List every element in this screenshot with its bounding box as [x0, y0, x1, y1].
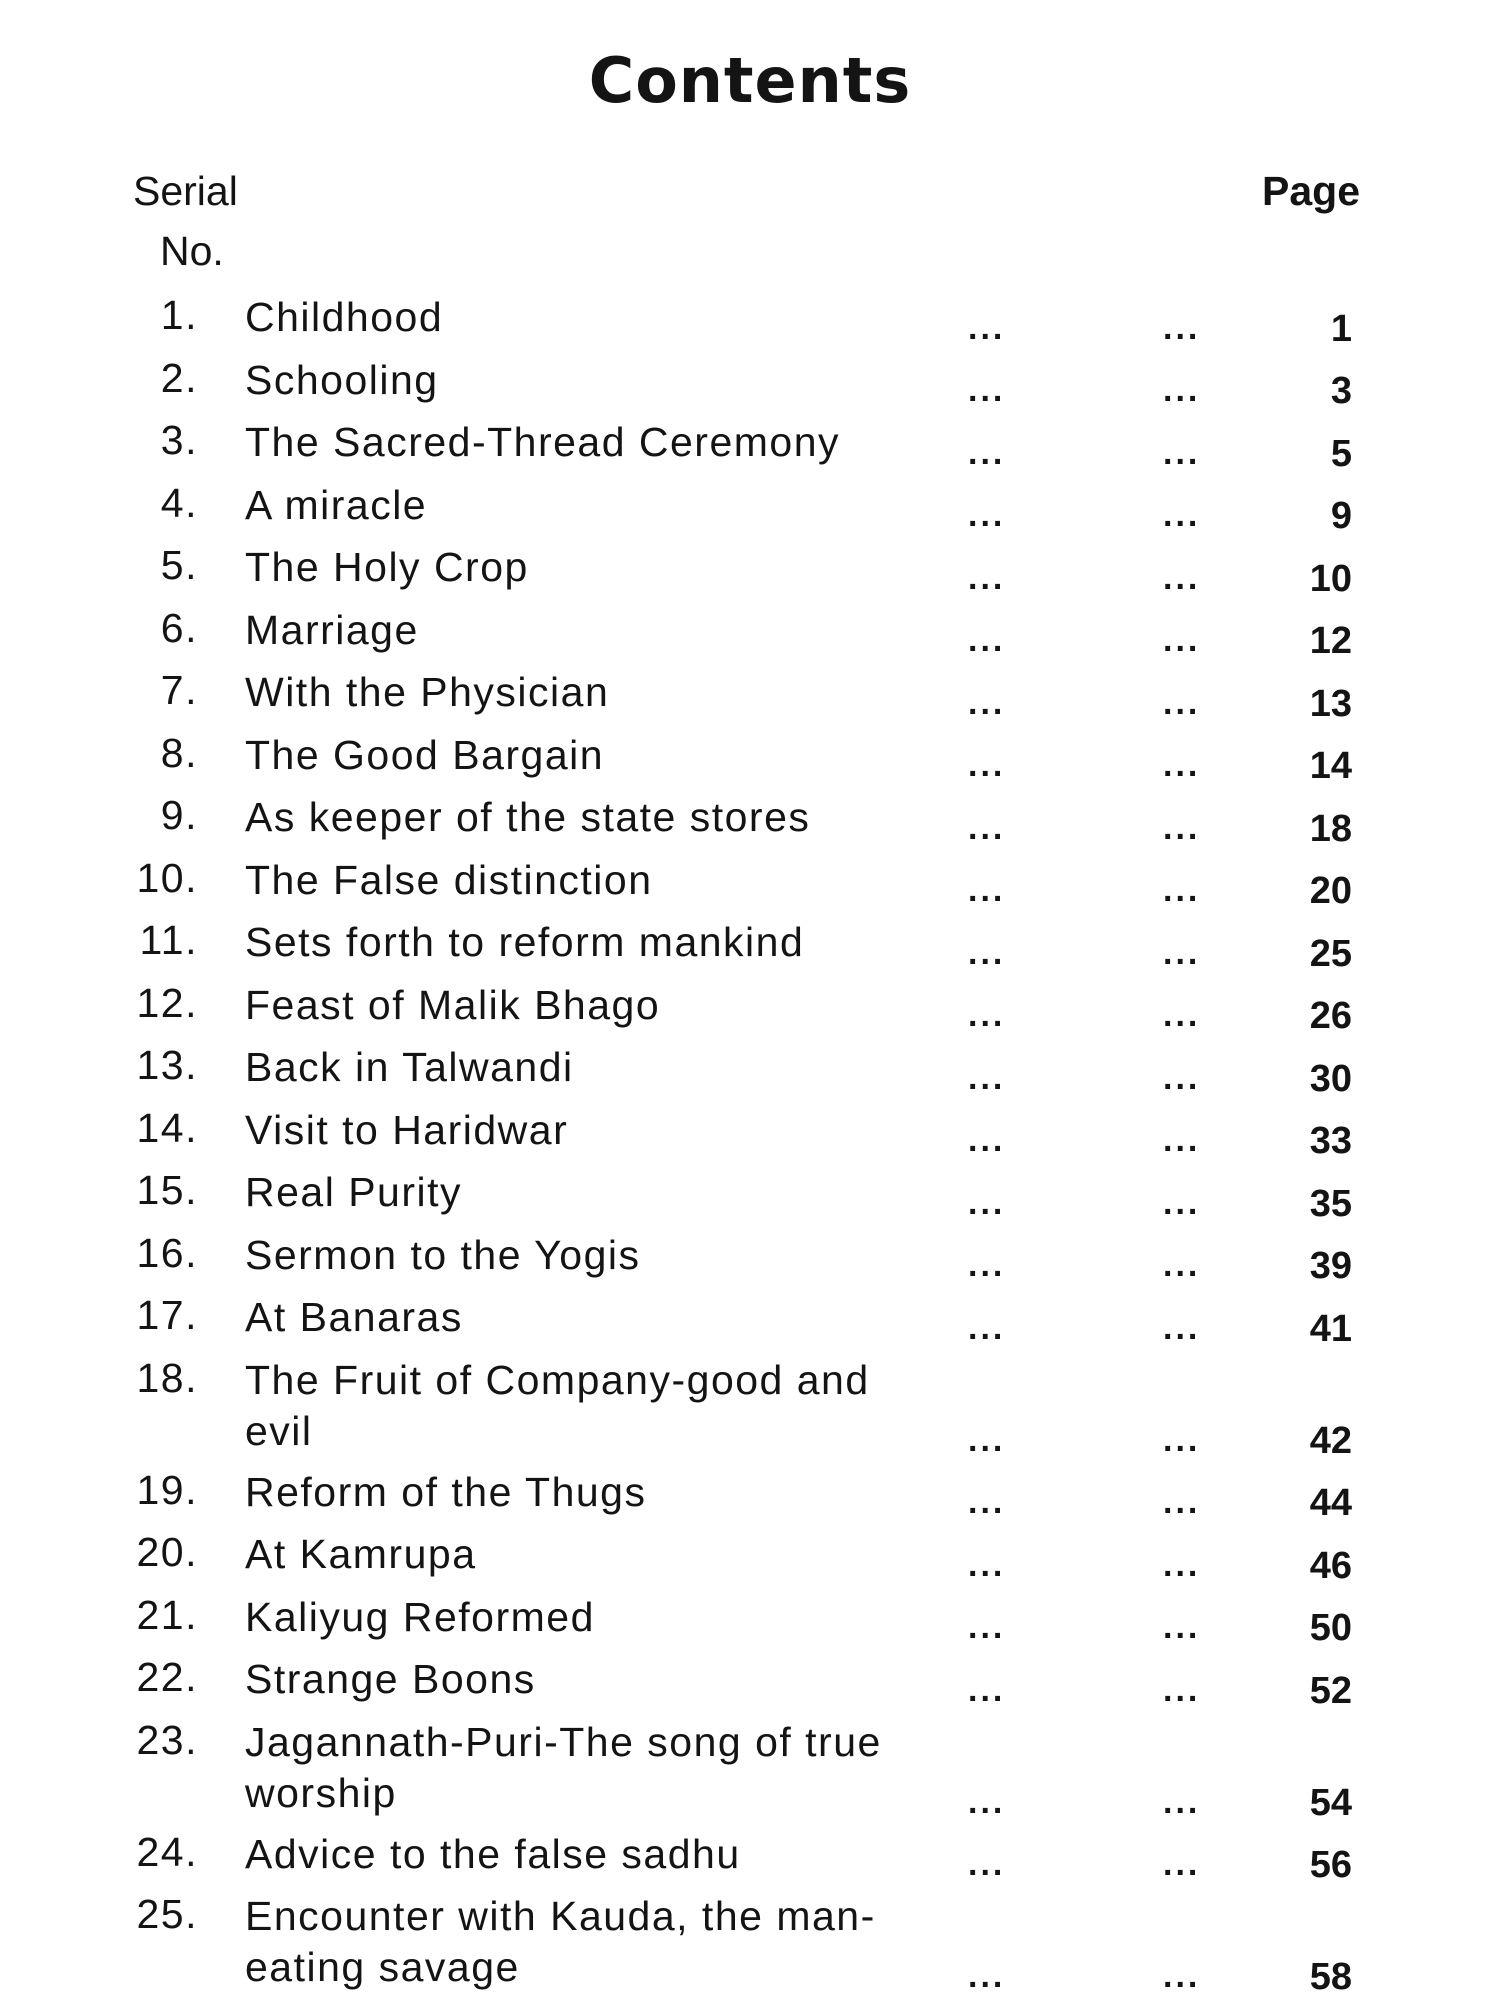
- leader-dots: ...: [1163, 558, 1201, 597]
- entry-number: 15.: [136, 1167, 198, 1213]
- entry-title: The Sacred-Thread Ceremony: [245, 419, 841, 465]
- entry-number: 5.: [160, 542, 198, 588]
- leader-dots: ...: [1163, 1670, 1201, 1709]
- contents-entry[interactable]: [0, 1652, 1500, 1715]
- contents-entry[interactable]: [0, 540, 1500, 603]
- entry-number: 14.: [136, 1104, 198, 1151]
- entry-number: 8.: [160, 729, 198, 776]
- leader-dots: ...: [968, 1545, 1006, 1584]
- serial-no-column-header: No.: [160, 228, 224, 274]
- entry-number: 4.: [160, 479, 198, 526]
- contents-entry[interactable]: [0, 1590, 1500, 1653]
- leader-dots: ...: [968, 1058, 1006, 1097]
- leader-dots: ...: [968, 558, 1006, 597]
- entry-number: 16.: [136, 1229, 198, 1276]
- leader-dots: ...: [1163, 1121, 1201, 1159]
- entry-number: 2.: [160, 354, 198, 401]
- entry-number: 20.: [136, 1529, 198, 1575]
- leader-dots: ...: [1163, 808, 1201, 847]
- leader-dots: ...: [968, 1246, 1006, 1284]
- leader-dots: ...: [968, 1957, 1006, 1995]
- entry-number: 24.: [136, 1828, 198, 1875]
- entry-page: 52: [1309, 1669, 1352, 1712]
- contents-entry[interactable]: [0, 1527, 1500, 1590]
- page-column-header: Page: [1262, 168, 1360, 214]
- entry-page: 12: [1309, 620, 1352, 662]
- contents-entry[interactable]: [0, 1165, 1500, 1228]
- leader-dots: ...: [1163, 933, 1201, 972]
- leader-dots: ...: [968, 746, 1006, 784]
- entry-page: 44: [1309, 1482, 1352, 1524]
- entry-number: 19.: [136, 1466, 198, 1513]
- entry-number: 11.: [139, 917, 198, 963]
- entry-page: 3: [1330, 370, 1352, 412]
- contents-entry[interactable]: [0, 1889, 1500, 2001]
- entry-number: 13.: [136, 1042, 198, 1088]
- entry-page: 10: [1309, 557, 1352, 600]
- entry-number: 3.: [160, 417, 198, 463]
- leader-dots: ...: [968, 683, 1006, 722]
- contents-entry[interactable]: [0, 790, 1500, 853]
- leader-dots: ...: [968, 996, 1006, 1034]
- page-title: Contents: [588, 44, 912, 117]
- leader-dots: ...: [1163, 433, 1201, 472]
- leader-dots: ...: [968, 433, 1006, 472]
- entry-page: 1: [1330, 307, 1352, 350]
- entry-number: 23.: [136, 1716, 198, 1763]
- contents-entry[interactable]: [0, 978, 1500, 1041]
- serial-column-header: Serial: [133, 168, 238, 214]
- entry-page: 18: [1309, 807, 1352, 850]
- leader-dots: ...: [1163, 621, 1201, 659]
- entry-number: 9.: [160, 792, 198, 838]
- leader-dots: ...: [968, 871, 1006, 909]
- entry-page: 50: [1309, 1607, 1352, 1649]
- contents-entry[interactable]: [0, 353, 1500, 416]
- leader-dots: ...: [968, 933, 1006, 972]
- entry-title: Marriage: [245, 606, 419, 653]
- leader-dots: ...: [1163, 308, 1201, 347]
- entry-page: 39: [1309, 1245, 1352, 1287]
- entry-title: The Good Bargain: [245, 731, 605, 778]
- contents-entry[interactable]: [0, 665, 1500, 728]
- entry-page: 9: [1330, 495, 1352, 537]
- entry-title: With the Physician: [245, 669, 610, 715]
- entry-number: 25.: [136, 1891, 198, 1937]
- leader-dots: ...: [1163, 1420, 1201, 1459]
- leader-dots: ...: [1163, 1608, 1201, 1646]
- entry-page: 41: [1309, 1307, 1352, 1350]
- leader-dots: ...: [968, 308, 1006, 347]
- contents-entry[interactable]: [0, 1827, 1500, 1890]
- leader-dots: ...: [1163, 1183, 1201, 1222]
- leader-dots: ...: [1163, 1246, 1201, 1284]
- leader-dots: ...: [1163, 746, 1201, 784]
- leader-dots: ...: [968, 1308, 1006, 1347]
- contents-entry[interactable]: [0, 915, 1500, 978]
- entry-page: 26: [1309, 995, 1352, 1037]
- entry-number: 1.: [160, 292, 198, 338]
- leader-dots: ...: [968, 1121, 1006, 1159]
- leader-dots: ...: [1163, 1782, 1201, 1821]
- leader-dots: ...: [968, 371, 1006, 409]
- entry-title: Back in Talwandi: [245, 1044, 574, 1090]
- entry-title: As keeper of the state stores: [245, 794, 811, 840]
- contents-entry[interactable]: [0, 1103, 1500, 1166]
- leader-dots: ...: [1163, 1957, 1201, 1995]
- entry-page: 58: [1309, 1956, 1352, 1998]
- leader-dots: ...: [968, 808, 1006, 847]
- entry-title: Reform of the Thugs: [245, 1468, 647, 1515]
- leader-dots: ...: [968, 1782, 1006, 1821]
- contents-entry[interactable]: [0, 1228, 1500, 1291]
- entry-page: 5: [1330, 432, 1352, 475]
- leader-dots: ...: [1163, 1483, 1201, 1521]
- entry-title: Visit to Haridwar: [245, 1106, 569, 1153]
- entry-number: 17.: [136, 1292, 198, 1338]
- leader-dots: ...: [968, 1483, 1006, 1521]
- contents-entry[interactable]: [0, 290, 1500, 353]
- entry-title: The Holy Crop: [245, 544, 529, 590]
- entry-page: 14: [1309, 745, 1352, 787]
- leader-dots: ...: [1163, 996, 1201, 1034]
- entry-title: Encounter with Kauda, the man-eating savage: [245, 1893, 876, 1990]
- leader-dots: ...: [968, 496, 1006, 534]
- contents-list: [0, 290, 1500, 2001]
- leader-dots: ...: [1163, 871, 1201, 909]
- entry-number: 21.: [136, 1591, 198, 1638]
- entry-number: 10.: [136, 854, 198, 901]
- contents-entry[interactable]: [0, 728, 1500, 791]
- leader-dots: ...: [968, 1670, 1006, 1709]
- leader-dots: ...: [1163, 1058, 1201, 1097]
- entry-title: The False distinction: [245, 856, 653, 903]
- entry-title: Sermon to the Yogis: [245, 1231, 641, 1278]
- entry-title: Feast of Malik Bhago: [245, 981, 661, 1028]
- entry-title: Strange Boons: [245, 1656, 536, 1702]
- entry-page: 13: [1309, 682, 1352, 725]
- contents-entry[interactable]: [0, 853, 1500, 916]
- leader-dots: ...: [1163, 1545, 1201, 1584]
- entry-number: 22.: [136, 1654, 198, 1700]
- entry-page: 20: [1309, 870, 1352, 912]
- leader-dots: ...: [1163, 1845, 1201, 1883]
- entry-number: 12.: [136, 979, 198, 1026]
- entry-title: A miracle: [245, 481, 428, 528]
- entry-title: The Fruit of Company-good and evil: [245, 1356, 870, 1454]
- entry-page: 42: [1309, 1419, 1352, 1462]
- entry-title: Jagannath-Puri-The song of true worship: [245, 1718, 882, 1816]
- entry-page: 25: [1309, 932, 1352, 975]
- entry-number: 6.: [160, 604, 198, 651]
- contents-entry[interactable]: [0, 415, 1500, 478]
- contents-entry[interactable]: [0, 1040, 1500, 1103]
- entry-title: Childhood: [245, 294, 444, 340]
- entry-page: 54: [1309, 1781, 1352, 1824]
- entry-title: At Banaras: [245, 1294, 463, 1340]
- contents-entry[interactable]: [0, 1465, 1500, 1528]
- leader-dots: ...: [968, 1845, 1006, 1883]
- contents-entry[interactable]: [0, 603, 1500, 666]
- entry-title: Kaliyug Reformed: [245, 1593, 595, 1640]
- contents-entry[interactable]: [0, 1715, 1500, 1827]
- contents-entry[interactable]: [0, 1353, 1500, 1465]
- contents-entry[interactable]: [0, 478, 1500, 541]
- leader-dots: ...: [968, 1608, 1006, 1646]
- entry-title: Sets forth to reform mankind: [245, 919, 805, 965]
- leader-dots: ...: [1163, 683, 1201, 722]
- leader-dots: ...: [968, 1183, 1006, 1222]
- entry-title: At Kamrupa: [245, 1531, 477, 1577]
- leader-dots: ...: [968, 1420, 1006, 1459]
- leader-dots: ...: [1163, 1308, 1201, 1347]
- entry-title: Advice to the false sadhu: [245, 1830, 741, 1877]
- contents-entry[interactable]: [0, 1290, 1500, 1353]
- leader-dots: ...: [1163, 496, 1201, 534]
- entry-page: 46: [1309, 1544, 1352, 1587]
- entry-page: 33: [1309, 1120, 1352, 1162]
- leader-dots: ...: [968, 621, 1006, 659]
- entry-number: 7.: [160, 667, 198, 713]
- entry-number: 18.: [136, 1354, 198, 1401]
- entry-page: 35: [1309, 1182, 1352, 1225]
- entry-title: Real Purity: [245, 1169, 463, 1215]
- leader-dots: ...: [1163, 371, 1201, 409]
- entry-page: 56: [1309, 1844, 1352, 1886]
- entry-page: 30: [1309, 1057, 1352, 1100]
- entry-title: Schooling: [245, 356, 439, 403]
